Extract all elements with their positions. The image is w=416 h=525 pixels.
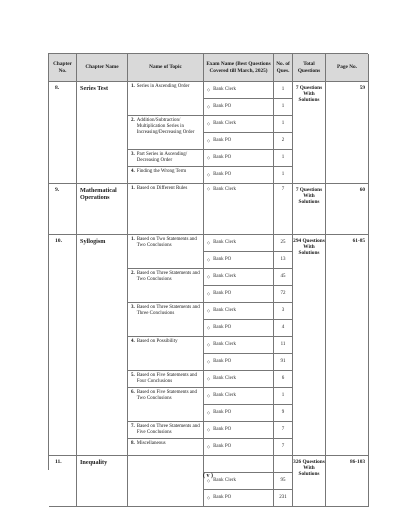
question-count: 1 <box>274 388 293 405</box>
topic-text: Part Series in Ascending/ Decreasing Order <box>136 152 188 163</box>
exam-name: Bank Clerk <box>213 87 236 93</box>
topic-number: 7. <box>131 424 135 429</box>
question-count: 1 <box>274 150 293 167</box>
page-number-cell: 61-85 <box>326 235 369 456</box>
diamond-bullet-icon: ◇ <box>207 409 211 415</box>
topic-text: Based on Three Statements and Three Conclusions <box>136 305 200 316</box>
total-questions: 7 Questions With Solutions <box>293 184 326 235</box>
exam-name: Bank PO <box>213 444 232 450</box>
diamond-bullet-icon: ◇ <box>207 154 211 160</box>
exam-cell <box>204 439 274 456</box>
exam-name: Bank PO <box>213 325 232 331</box>
topic-number: 3. <box>131 152 135 157</box>
topic-item <box>128 456 204 507</box>
topic-item <box>128 337 204 371</box>
question-count: 231 <box>274 490 293 507</box>
diamond-bullet-icon: ◇ <box>207 239 211 245</box>
exam-name: Bank Clerk <box>213 376 236 382</box>
topic-item <box>128 269 204 303</box>
header-page: Page No. <box>326 54 369 82</box>
diamond-bullet-icon: ◇ <box>207 86 211 92</box>
exam-cell <box>204 320 274 337</box>
question-count: 95 <box>274 473 293 490</box>
chapter-name: Syllogism <box>77 235 128 456</box>
exam-name: Bank Clerk <box>213 478 236 484</box>
exam-name: Bank Clerk <box>213 308 236 314</box>
exam-name: Bank PO <box>213 359 232 365</box>
topic-text: Series in Ascending Order <box>136 84 190 89</box>
exam-cell <box>204 150 274 167</box>
topic-item <box>128 82 204 116</box>
topic-text: Based on Two Statements and Two Conclusions <box>136 237 197 248</box>
exam-name: Bank PO <box>213 104 232 110</box>
topic-item <box>128 184 204 235</box>
header-exam: Exam Name (Best Questions Covered till March, 2025) <box>204 54 274 82</box>
diamond-bullet-icon: ◇ <box>207 477 211 483</box>
exam-cell <box>204 184 274 235</box>
diamond-bullet-icon: ◇ <box>207 290 211 296</box>
topic-item <box>128 439 204 456</box>
chapter-number: 8. <box>49 82 77 184</box>
topic-text: Miscellaneous <box>136 441 166 446</box>
exam-cell <box>204 286 274 303</box>
question-count: 4 <box>274 320 293 337</box>
topic-item <box>128 303 204 337</box>
exam-cell <box>204 371 274 388</box>
page-number-cell: 59 <box>326 82 369 184</box>
exam-name: Bank Clerk <box>213 274 236 280</box>
question-count: 7 <box>274 184 293 235</box>
exam-cell <box>204 405 274 422</box>
question-count: 9 <box>274 405 293 422</box>
header-chapter-name: Chapter Name <box>77 54 128 82</box>
question-count: 1 <box>274 167 293 184</box>
diamond-bullet-icon: ◇ <box>207 137 211 143</box>
diamond-bullet-icon: ◇ <box>207 443 211 449</box>
topic-item <box>128 116 204 150</box>
topic-number: 1. <box>131 186 135 191</box>
topic-item <box>128 235 204 269</box>
diamond-bullet-icon: ◇ <box>207 256 211 262</box>
topic-number: 1. <box>131 237 135 242</box>
total-questions: 294 Questions With Solutions <box>293 235 326 456</box>
total-questions: 7 Questions With Solutions <box>293 82 326 184</box>
question-count: 1 <box>274 116 293 133</box>
question-count: 7 <box>274 439 293 456</box>
question-count: 13 <box>274 252 293 269</box>
question-count: 11 <box>274 337 293 354</box>
topic-number: 2. <box>131 118 135 123</box>
topic-number: 6. <box>131 390 135 395</box>
topic-number: 2. <box>131 271 135 276</box>
topic-text: Based on Possibility <box>136 339 178 344</box>
exam-name: Bank Clerk <box>213 240 236 246</box>
exam-cell <box>204 133 274 150</box>
question-count: 6 <box>274 371 293 388</box>
total-questions: 326 Questions With Solutions <box>293 456 326 507</box>
header-topic: Name of Topic <box>128 54 204 82</box>
question-count: 2 <box>274 133 293 150</box>
diamond-bullet-icon: ◇ <box>207 307 211 313</box>
topic-number: 3. <box>131 305 135 310</box>
topic-number: 1. <box>131 84 135 89</box>
topic-item <box>128 371 204 388</box>
exam-cell <box>204 337 274 354</box>
diamond-bullet-icon: ◇ <box>207 186 211 191</box>
topic-number: 5. <box>131 373 135 378</box>
chapter-name: Inequality <box>77 456 128 507</box>
exam-name: Bank PO <box>213 172 232 178</box>
exam-name: Bank PO <box>213 155 232 161</box>
exam-name: Bank PO <box>213 427 232 433</box>
topic-text: Based on Five Statements and Four Conclusions <box>136 373 198 384</box>
topic-item <box>128 150 204 167</box>
diamond-bullet-icon: ◇ <box>207 324 211 330</box>
exam-cell <box>204 99 274 116</box>
exam-name: Bank PO <box>213 138 232 144</box>
question-count <box>274 456 293 473</box>
topic-text: Based on Five Statements and Two Conclusions <box>136 390 198 401</box>
page-number-cell: 86-103 <box>326 456 369 507</box>
exam-name: Bank PO <box>213 495 232 501</box>
topic-number: 8. <box>131 441 135 446</box>
header-chapter-no: Chapter No. <box>49 54 77 82</box>
chapter-number: 11. <box>49 456 77 507</box>
chapter-number: 9. <box>49 184 77 235</box>
header-total: Total Questions <box>293 54 326 82</box>
diamond-bullet-icon: ◇ <box>207 273 211 279</box>
exam-name: Bank Clerk <box>213 393 236 399</box>
exam-cell <box>204 235 274 252</box>
header-ques: No. of Ques. <box>274 54 293 82</box>
exam-cell <box>204 354 274 371</box>
exam-cell <box>204 422 274 439</box>
exam-name: Bank PO <box>213 410 232 416</box>
exam-name: Bank Clerk <box>213 187 236 192</box>
question-count: 7 <box>274 422 293 439</box>
question-count: 72 <box>274 286 293 303</box>
exam-cell <box>204 116 274 133</box>
exam-name: Bank Clerk <box>213 342 236 348</box>
topic-number: 4. <box>131 339 135 344</box>
exam-cell <box>204 82 274 99</box>
question-count: 91 <box>274 354 293 371</box>
chapter-name: Series Test <box>77 82 128 184</box>
question-count: 45 <box>274 269 293 286</box>
diamond-bullet-icon: ◇ <box>207 392 211 398</box>
exam-cell <box>204 388 274 405</box>
exam-name: Bank PO <box>213 291 232 297</box>
exam-name: Bank PO <box>213 257 232 263</box>
exam-name: Bank Clerk <box>213 121 236 127</box>
question-count: 3 <box>274 303 293 320</box>
exam-cell <box>204 269 274 286</box>
chapter-name: Mathematical Operations <box>77 184 128 235</box>
topic-text: Based on Three Statements and Two Conclusions <box>136 271 200 282</box>
diamond-bullet-icon: ◇ <box>207 120 211 126</box>
exam-cell <box>204 456 274 473</box>
topic-item <box>128 422 204 439</box>
question-count: 1 <box>274 99 293 116</box>
diamond-bullet-icon: ◇ <box>207 375 211 381</box>
chapter-number: 10. <box>49 235 77 456</box>
topic-text: Addition/Subtraction/ Multiplication Series in Increasing/Decreasing Order <box>136 118 195 135</box>
topic-text: Based on Three Statements and Five Conclusions <box>136 424 200 435</box>
exam-cell <box>204 303 274 320</box>
topic-text: Based on Different Rules <box>136 186 188 191</box>
topic-text: Finding the Wrong Term <box>136 169 187 174</box>
diamond-bullet-icon: ◇ <box>207 358 211 364</box>
contents-table <box>48 53 368 501</box>
exam-cell <box>204 490 274 507</box>
diamond-bullet-icon: ◇ <box>207 341 211 347</box>
topic-item <box>128 167 204 184</box>
exam-cell <box>204 252 274 269</box>
topic-number: 4. <box>131 169 135 174</box>
topic-item <box>128 388 204 422</box>
diamond-bullet-icon: ◇ <box>207 494 211 500</box>
page-number-cell: 60 <box>326 184 369 235</box>
diamond-bullet-icon: ◇ <box>207 171 211 177</box>
exam-cell <box>204 167 274 184</box>
question-count: 1 <box>274 82 293 99</box>
diamond-bullet-icon: ◇ <box>207 103 211 109</box>
page-footer-number: ( v ) <box>203 473 213 479</box>
question-count: 25 <box>274 235 293 252</box>
diamond-bullet-icon: ◇ <box>207 426 211 432</box>
